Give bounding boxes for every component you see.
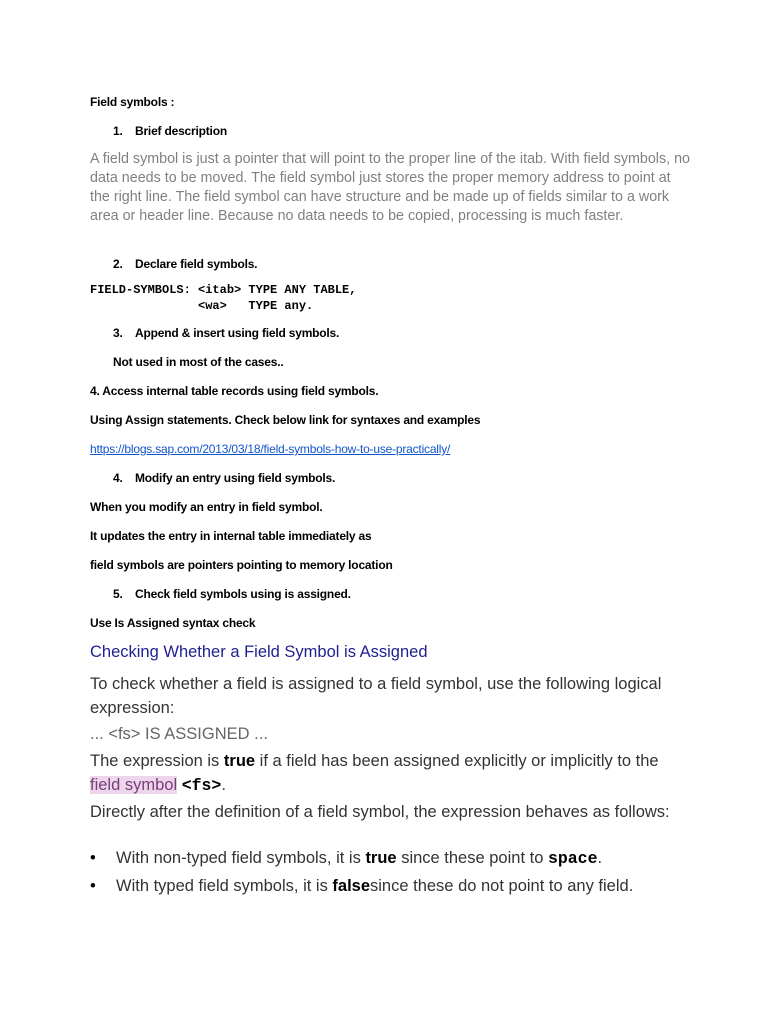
text-run: since these point to bbox=[396, 849, 548, 867]
blog-link[interactable]: https://blogs.sap.com/2013/03/18/field-symbols-how-to-use-practically/ bbox=[90, 442, 451, 456]
field-symbol-link[interactable]: field symbol bbox=[90, 776, 178, 794]
bullet-icon: • bbox=[90, 877, 96, 895]
bullet-icon: • bbox=[90, 849, 96, 867]
item-label: Modify an entry using field symbols. bbox=[135, 471, 336, 485]
heading-field-symbols: Field symbols : bbox=[90, 95, 175, 109]
assign-text: Using Assign statements. Check below link for syntaxes and examples bbox=[90, 413, 481, 427]
item-number: 3. bbox=[113, 326, 123, 340]
list-item bbox=[113, 587, 351, 601]
item-label: Check field symbols using is assigned. bbox=[135, 587, 351, 601]
modify-line: It updates the entry in internal table immediately as bbox=[90, 529, 372, 543]
text-run: . bbox=[221, 776, 226, 794]
section-title: Checking Whether a Field Symbol is Assigned bbox=[90, 643, 428, 661]
list-item bbox=[113, 257, 257, 271]
text-run: . bbox=[597, 849, 603, 867]
list-item bbox=[113, 471, 335, 485]
item-number: 1. bbox=[113, 124, 123, 138]
text-run: if a field has been assigned explicitly or implicitly to the bbox=[255, 752, 659, 770]
code-line: FIELD-SYMBOLS: <itab> TYPE ANY TABLE, bbox=[90, 283, 357, 297]
text-run: With typed field symbols, it is bbox=[116, 877, 333, 895]
list-item bbox=[90, 849, 602, 868]
item-number: 5. bbox=[113, 587, 123, 601]
expression-paragraph bbox=[90, 749, 690, 798]
modify-line: When you modify an entry in field symbol. bbox=[90, 500, 323, 514]
keyword-false: false bbox=[332, 877, 371, 895]
use-is-assigned: Use Is Assigned syntax check bbox=[90, 616, 256, 630]
description-paragraph: A field symbol is just a pointer that will point to the proper line of the itab. With field symbols, no data needs to be moved. The field symbol just stores the proper memory address to point at the right line. The field symbol can have structure and be made up of fields similar to a work area or header line. Because no data needs to be copied, processing is much faster. bbox=[90, 151, 690, 224]
modify-line: field symbols are pointers pointing to memory location bbox=[90, 558, 393, 572]
not-used-note: Not used in most of the cases.. bbox=[113, 355, 284, 369]
item-label: Brief description bbox=[135, 124, 227, 138]
list-item bbox=[90, 877, 633, 896]
access-heading: 4. Access internal table records using field symbols. bbox=[90, 384, 379, 398]
item-number: 4. bbox=[113, 471, 123, 485]
item-label: Declare field symbols. bbox=[135, 257, 258, 271]
expression-text: ... <fs> IS ASSIGNED ... bbox=[90, 725, 268, 743]
intro-paragraph: To check whether a field is assigned to a field symbol, use the following logical expression: bbox=[90, 675, 662, 717]
item-label: Append & insert using field symbols. bbox=[135, 326, 340, 340]
list-item bbox=[113, 326, 339, 340]
fs-code: <fs> bbox=[181, 776, 222, 795]
text-run: since these do not point to any field. bbox=[370, 877, 634, 895]
keyword-true: true bbox=[223, 752, 256, 770]
behavior-paragraph: Directly after the definition of a field symbol, the expression behaves as follows: bbox=[90, 803, 670, 821]
list-item bbox=[113, 124, 227, 138]
code-line: <wa> TYPE any. bbox=[90, 299, 314, 313]
keyword-true: true bbox=[365, 849, 397, 867]
space-code: space bbox=[547, 849, 598, 868]
text-run: With non-typed field symbols, it is bbox=[116, 849, 366, 867]
item-number: 2. bbox=[113, 257, 123, 271]
text-run: The expression is bbox=[90, 752, 224, 770]
